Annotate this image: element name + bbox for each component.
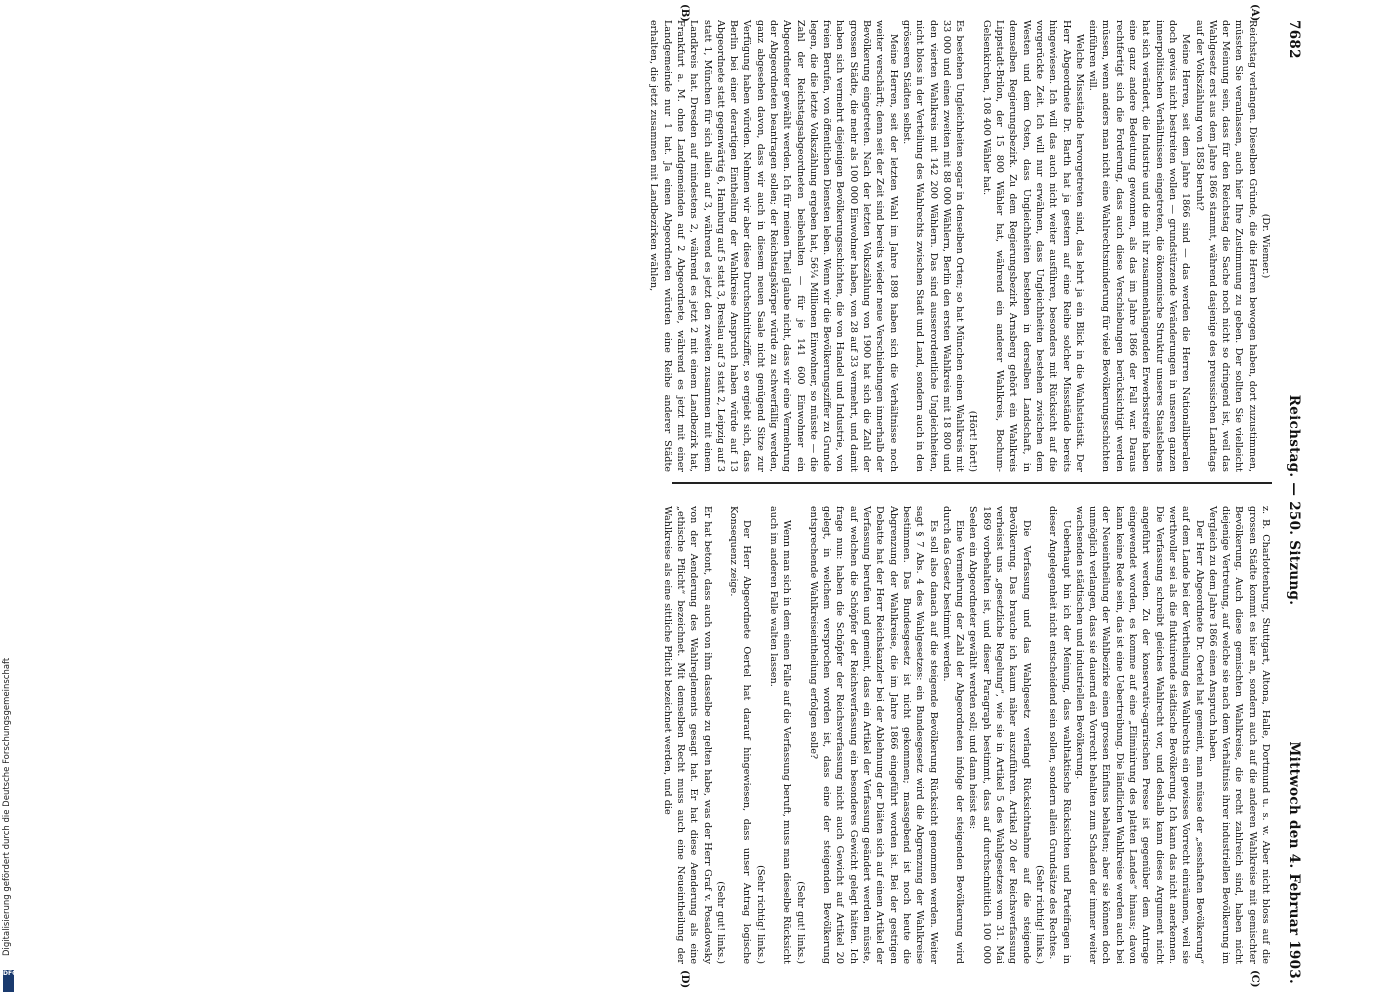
paragraph: Der Herr Abgeordnete Dr. Oertel hat gemeint, man müsse der „sesshaften Bevölkerung“ auf dem Lande bei der Vertheilung des Wahlrechts ein gewisses Vorrecht einräumen, weil sie werthvoller sei als die fluktuirende städtische Bevölkerung. Ich kann das nicht anerkennen. Die Verfassung schreibt gleiches Wahlrecht vor, und deshalb kann dieses Argument nicht angeführt werden. Zu der konservativ-agrarischen Presse ist gegenüber dem Antrage eingewendet worden, es komme auf eine „Eliminirung des platten Landes“ hinaus; davon kann keine Rede sein, das ist eine Uebertreibung. Die ländlichen Wahlkreise werden auch bei der Neueintheilung der Wahlbezirke einen grossen Einfluss behalten; aber sie können doch unmöglich verlangen, dass sie dauernd ein Vorrecht behalten zum Schaden der immer weiter wachsenden städtischen und industriellen Bevölkerung. bbox=[1073, 506, 1205, 964]
paragraph: (Sehr richtig! links.) bbox=[754, 865, 766, 964]
paragraph: Eine Vermehrung der Zahl der Abgeordneten infolge der steigenden Bevölkerung wird durch das Gesetz bestimmt werden. bbox=[940, 506, 966, 964]
paragraph: Es soll also danach auf die steigende Bevölkerung Rücksicht genommen werden. Weiter sagt § 7 Abs. 4 des Wahlgesetzes: ein Bundesgesetz wird die Abgrenzung der Wahlkreise bestimmen. Das Bundesgesetz ist nicht gekommen; massgebend ist noch heute die Abgrenzung der Wahlkreise, die im Jahre 1866 eingeführt worden ist. Bei der gestrigen Debatte hat der Herr Reichskanzler bei der Ablehnung der Diäten sich auf einen Artikel der Verfassung berufen und gemeint, dass ein Artikel der Verfassung geändert werden müsste, auf welchen die Schöpfer der Reichsverfassung ein besonderes Gewicht gelegt hätten. Ich frage nun: haben die Schöpfer der Reichsverfassung nicht auch Gewicht auf Artikel 20 gelegt, in welchem versprochen worden ist, dass eine der steigenden Bevölkerung entsprechende Wahlkreiseintheilung erfolgen solle? bbox=[807, 506, 939, 964]
page-header bbox=[1280, 6, 1302, 994]
paragraph: Meine Herren, seit dem Jahre 1866 sind — das werden die Herren Nationalliberalen doch gewiss nicht bestreiten wollen — grundstürzende Veränderungen in unseren ganzen innerpolitischen Verhältnissen eingetreten, die ökonomische Struktur unseres Staatslebens hat sich verändert, die Industrie und die mit ihr zusammenhängenden Erwerbsstreife haben eine ganz andere Bedeutung gewonnen, als das im Jahre 1866 der Fall war. Daraus rechtfertigt sich die Forderung, dass auch diese Verschiebungen berücksichtigt werden müssen, wenn anders man nicht eine Wahlrechtsminderung für viele Bevölkerungsschichten einführen will. bbox=[1087, 20, 1192, 472]
paragraph: Wenn man sich in dem einen Falle auf die Verfassung beruft, muss man dieselbe Rücksicht auch im anderen Falle walten lassen. bbox=[768, 506, 793, 964]
digitization-credit: Digitalisierung gefördert durch die Deutsche Forschungsgemeinschaft bbox=[2, 657, 12, 956]
paragraph: (Dr. Wiemer.) bbox=[1260, 213, 1271, 279]
paragraph: Ueberhaupt bin ich der Meinung, dass wahltaktische Rücksichten und Parteifragen in dieser Angelegenheit nicht entscheidend sein sollen, sondern allein Grundsätze des Rechtes. bbox=[1047, 506, 1072, 964]
header-date: Mittwoch den 4. Februar 1903. bbox=[1286, 741, 1302, 984]
dfg-logo: DFG bbox=[3, 970, 14, 992]
paragraph: Meine Herren, seit der letzten Wahl im Jahre 1898 haben sich die Verhältnisse noch weiter verschärft; denn seit der Zeit sind bereits wieder neue Verschiebungen innerhalb der Bevölkerung eingetreten. Nach der letzten Volkszählung von 1900 hat sich die Zahl der grossen Städte, die mehr als 100 000 Einwohner haben, von 28 auf 33 vermehrt, und damit haben sich vermehrt diejenigen Bevölkerungsschichten, die von Handel und Industrie, von freien Berufen, von öffentlichen Diensten leben. Wenn wir die Bevölkerungsziffer zu Grunde legen, die die letzte Volkszählung ergeben hat, 56¼ Millionen Einwohner, so müsste — die Zahl der Reichstagsabgeordneten beibehalten — für je 141 600 Einwohner ein Abgeordneter gewählt werden. Ich für meinen Theil glaube nicht, dass wir eine Vermehrung der Abgeordneten beantragen sollen; der Reichstagskörper würde zu schwerfällig werden, ganz abgesehen davon, dass wir auch in diesem neuen Saale nicht genügend Sitze zur Verfügung haben würden. Nehmen wir aber diese Durchschnittsziffer, so ergiebt sich, dass Berlin bei einer derartigen Eintheilung der Wahlkreise Anspruch haben würde auf 13 Abgeordnete statt gegenwärtig 6, Hamburg auf 5 statt 3, Breslau auf 3 statt 2, Leipzig auf 3 statt 1, München für sich allein auf 3, während es jetzt den zweiten zusammen mit einem Landkreis hat. Dresden auf mindestens 2, während es jetzt 2 mit einem Landbezirk hat, Frankfurt a. M. ohne Landgemeinden auf 2 Abgeordnete, während es jetzt mit einer Landgemeinde nur 1 hat. Ja einen Abgeordneten würden eine Reihe anderer Städte erhalten, die jetzt zusammen mit Landbezirken wählen, bbox=[648, 20, 899, 472]
paragraph: Er hat betont, dass auch von ihm dasselbe zu gelten habe, was der Herr Graf v. Posadowsky von der Aenderung des Wahlreglements gesagt hat. Er hat diese Aenderung als eine „ethische Pflicht“ bezeichnet. Mit demselben Recht muss auch eine Neueintheilung der Wahlkreise als eine sittliche Pflicht bezeichnet werden, und die bbox=[661, 506, 713, 964]
column-divider bbox=[672, 482, 1272, 484]
paragraph: Die Verfassung und das Wahlgesetz verlangt Rücksichtnahme auf die steigende Bevölkerung. Das brauche ich kaum näher auszuführen. Artikel 20 der Reichsverfassung verheisst uns „gesetzliche Regelung“, wie sie in Artikel 5 des Wahlgesetzes vom 31. Mai 1869 vorbehalten ist, und dieser Paragraph bestimmt, dass auf durchschnittlich 100 000 Seelen ein Abgeordneter gewählt werden soll; und dann heisst es: bbox=[967, 506, 1032, 964]
document-page bbox=[82, 6, 1310, 994]
paragraph: z. B. Charlottenburg, Stuttgart, Altona, Halle, Dortmund u. s. w. Aber nicht bloss auf die grossen Städte kommt es hier an, sondern auch auf die anderen Wahlkreise mit gemischter Bevölkerung. Auch diese gemischten Wahlkreise, die recht zahlreich sind, haben nicht diejenige Vertretung, auf welche sie nach dem Verhältniss ihrer industriellen Bevölkerung im Vergleich zu dem Jahre 1866 einen Anspruch haben. bbox=[1206, 506, 1271, 964]
margin-marker-a: (A) bbox=[1249, 4, 1260, 22]
margin-marker-b: (B) bbox=[679, 4, 690, 22]
margin-marker-c: (C) bbox=[1249, 970, 1260, 988]
paragraph: (Sehr gut! links.) bbox=[714, 881, 726, 964]
right-text-column bbox=[661, 506, 1272, 964]
paragraph: Welche Missstände hervorgetreten sind, das lehrt ja ein Blick in die Wahlstatistik. Der Herr Abgeordnete Dr. Barth hat ja gestern auf eine Reihe solcher Missstände bereits hingewiesen. Ich will das auch nicht weiter ausführen, besonders mit Rücksicht auf die vorgerückte Zeit. Ich will nur erwähnen, dass Ungleichheiten bestehen zwischen dem Westen und dem Osten, dass Ungleichheiten bestehen in derselben Landschaft, in demselben Regierungsbezirk. Zu dem Regierungsbezirk Arnsberg gehört ein Wahlkreis Lippstadt-Brilon, der 15 800 Wähler hat, während ein anderer Wahlkreis, Bochum-Gelsenkirchen, 108 400 Wähler hat. bbox=[980, 20, 1085, 472]
margin-marker-d: (D) bbox=[679, 970, 690, 989]
page-number: 7682 bbox=[1286, 20, 1302, 59]
header-title: Reichstag. — 250. Sitzung. bbox=[1286, 394, 1302, 606]
left-text-column bbox=[372, 20, 1272, 472]
paragraph: Der Herr Abgeordnete Oertel hat darauf hingewiesen, dass unser Antrag logische Konsequenz zeige. bbox=[728, 506, 753, 964]
paragraph: (Sehr richtig! links.) bbox=[1033, 865, 1045, 964]
digitization-footer bbox=[2, 601, 16, 996]
paragraph: (Sehr gut! links.) bbox=[794, 881, 806, 964]
paragraph: Es bestehen Ungleichheiten sogar in denselben Orten; so hat München einen Wahlkreis mit 33 000 und einen zweiten mit 88 000 Wählern, Berlin den ersten Wahlkreis mit 18 800 und den vierten Wahlkreis mit 142 200 Wählern. Das sind ausserordentliche Ungleichheiten, nicht bloss in der Verteilung des Wahlrechts zwischen Stadt und Land, sondern auch in den grösseren Städten selbst. bbox=[900, 20, 966, 472]
paragraph: (Hört! hört!) bbox=[967, 410, 979, 472]
paragraph: Reichstag verlangen. Dieselben Gründe, die die Herren bewogen haben, dort zuzustimmen, müssten Sie veranlassen, auch hier Ihre Zustimmung zu geben. Der sollten Sie vielleicht der Meinung sein, dass für den Reichstag die Sache noch nicht so dringend ist, weil das Wahlgesetz erst aus dem Jahre 1866 stammt, während dasjenige des preussischen Landtags auf der Volkszählung von 1858 beruht? bbox=[1193, 20, 1258, 472]
